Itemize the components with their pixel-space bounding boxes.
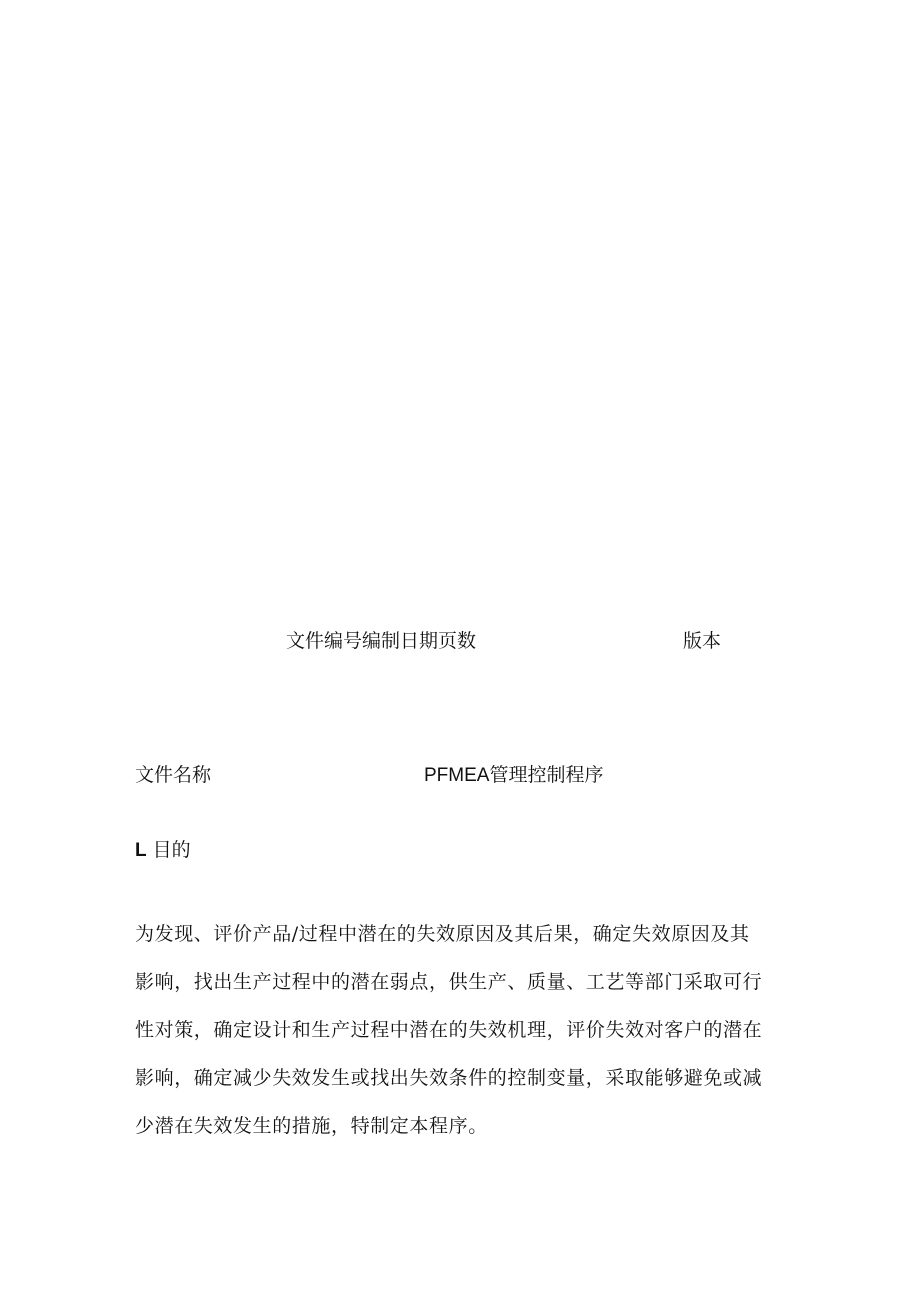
paragraph-line: 为发现、评价产品/过程中潜在的失效原因及其后果，确定失效原因及其 [135,923,750,945]
section-title: 目的 [152,839,191,861]
document-title: PFMEA管理控制程序 [424,765,604,786]
document-name-label: 文件名称 [135,764,212,786]
version-label: 版本 [683,630,722,652]
section-heading [135,841,191,860]
paragraph-line: 性对策，确定设计和生产过程中潜在的失效机理，评价失效对客户的潜在 [135,1019,763,1041]
paragraph-line: 少潜在失效发生的措施，特制定本程序。 [135,1115,488,1137]
purpose-paragraph [135,910,785,1150]
header-fields-label: 文件编号编制日期页数 [286,630,477,652]
paragraph-line: 影响，找出生产过程中的潜在弱点，供生产、质量、工艺等部门采取可行 [135,971,763,993]
paragraph-line: 影响，确定减少失效发生或找出失效条件的控制变量，采取能够避免或减 [135,1067,763,1089]
section-number: L [135,840,147,861]
